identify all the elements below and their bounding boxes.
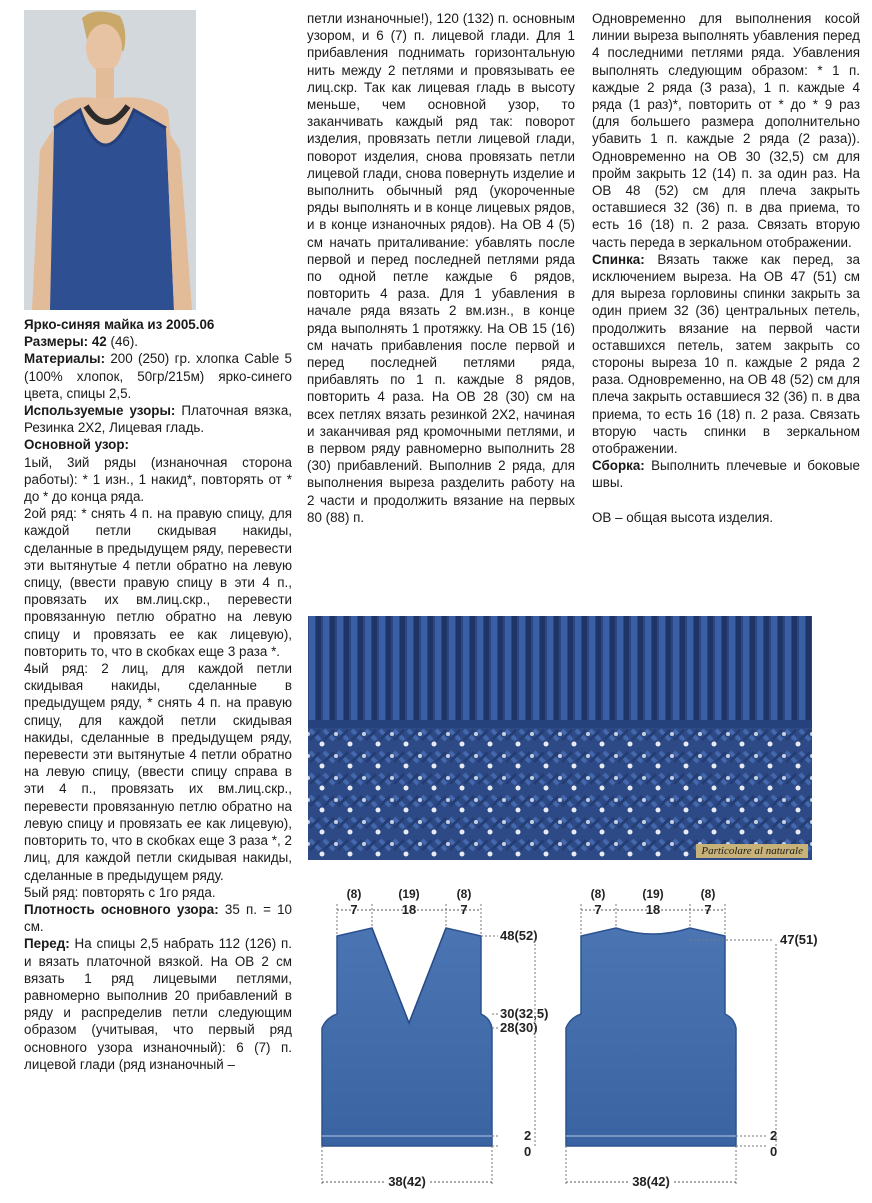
front-height-total: 48(52): [500, 928, 538, 943]
front-label: Перед:: [24, 936, 70, 952]
back-width-dimension: [566, 1146, 736, 1189]
back-shape: [566, 928, 736, 1146]
density-label: Плотность основного узора:: [24, 901, 219, 917]
rows-1-3-text: 1ый, 3ий ряды (изнаночная сторона работы): * 1 изн., 1 накид*, повторять от * до * до конца ряда.: [24, 454, 292, 505]
patterns-label: Используемые узоры:: [24, 403, 176, 419]
front-rib-a: 2: [524, 1128, 532, 1143]
materials-label: Материалы:: [24, 351, 106, 367]
assembly-text: Выполнить плечевые и боковые швы.: [592, 458, 860, 491]
row-5-text: 5ый ряд: повторять с 1го ряда.: [24, 884, 216, 900]
article-title: Ярко-синяя майка из 2005.06: [24, 317, 215, 332]
front-top-dim-mid: 18: [401, 902, 417, 917]
back-top-dim-right-alt: (8): [700, 887, 716, 901]
front-top-dim-right: 7: [460, 902, 468, 917]
model-figure: [24, 10, 196, 310]
column-1: [24, 316, 292, 1073]
front-armhole-a: 30(32,5): [500, 1006, 549, 1021]
front-armhole-b: 28(30): [500, 1020, 538, 1035]
swatch-caption: Particolare al naturale: [696, 844, 808, 858]
back-height-total: 47(51): [780, 932, 818, 947]
back-top-dim-left-alt: (8): [590, 887, 606, 901]
front-text: На спицы 2,5 набрать 112 (126) п. и вязать платочной вязкой. На ОВ 2 см вязать 1 ряд лицевыми петлями, равномерно выполнив 20 прибавлений в ряду и распределив петли следующим образом (учитывая, что первый ряд основного узора изнаночный): 6 (7) п. лицевой глади (ряд изнаночный –: [24, 936, 292, 1072]
back-label: Спинка:: [592, 251, 645, 267]
column-3: [592, 10, 860, 526]
front-top-dim-right-alt: (8): [456, 887, 472, 901]
row-2-text: 2ой ряд: * снять 4 п. на правую спицу, для каждой петли скидывая накиды, сделанные в предыдущем ряду, перевести эти вытянутые 4 петли обратно на левую спицу, (ввести правую спицу в эти 4 п., провязать их вм.лиц.скр., перевести провязанную петлю обратно на левую спицу и провязать ее как лицевую), повторить то, что в скобках еще 3 раза *.: [24, 506, 292, 659]
back-text: Вязать также как перед, за исключением выреза. На ОВ 47 (51) см для выреза горловины спинки закрыть за один прием 32 (36) центральных петель, продолжить вязание на первой части оставшихся петель, затем закрыть со стороны выреза 10 п. каждые 2 ряда 2 раза. Одновременно, на ОВ 48 (52) см для плеча закрыть оставшиеся 32 (36) п. в два приема, то есть 16 (18) п. 2 раза. Связать вторую часть спинки в зеркальном отображении.: [592, 251, 860, 457]
front-shape: [322, 928, 492, 1146]
front-top-dim-left: 7: [350, 902, 358, 917]
back-top-dim-left: 7: [594, 902, 602, 917]
schematic-diagram: [300, 878, 860, 1198]
back-piece: [566, 928, 736, 1146]
column-2-text: петли изнаночные!), 120 (132) п. основным узором, и 6 (7) п. лицевой глади. Для 1 прибавления поднимать горизонтальную нить между 2 петлями и провязывать ее лиц.скр. Так как лицевая гладь в высоту меньше, чем основной узор, то заканчивать каждый ряд так: поворот изделия, провязать петли лицевой глади, поворот изделия, снова провязать петли лицевой глади, снова повернуть изделие и выполнить обычный ряд (укороченные ряды выполнять и в конце лицевых рядов, и в конце изнаночных рядов). На ОВ 4 (5) см начать приталивание: убавлять после первой и перед последней петлями ряда по одной петле каждые 6 рядов, повторить 4 раза. Для 1 убавления в начале ряда вязать 2 вм.изн., в конце ряда выполнять 1 протяжку. На ОВ 15 (16) см начать прибавления после первой и перед последней петлями ряда, прибавлять по 1 п. каждые 8 рядов, повторить 4 раза. На ОВ 28 (30) см на всех петлях вязать резинкой 2Х2, начиная и заканчивая ряд кромочными петлями, и в первом ряду равномерно выполнить 28 (30) прибавлений. Выполнив 2 ряда, для выполнения выреза разделить работу на 2 части и продолжить вязание на первых 80 (88) п.: [307, 11, 575, 525]
row-4-text: 4ый ряд: 2 лиц, для каждой петли скидывая накиды, сделанные в предыдущем ряду, * снять 4 п. на правую спицу, для каждой петли скидывая накиды, сделанные в предыдущем ряду, перевести эти вытянутые 4 петли обратно на левую спицу, (ввести спицу справа в эти 4 п., провязать их вм.лиц.скр., перевести провязанную петлю обратно на левую спицу и провязать ее как лицевую), повторить то, что в скобках еще 3 раза *, 2 лиц, для каждой петли скидывая накиды, сделанные в предыдущем ряду.: [24, 661, 292, 883]
schematic-svg: [300, 878, 860, 1198]
patterns-text: Платочная вязка, Резинка 2Х2, Лицевая гладь.: [24, 403, 292, 436]
front-rib-b: 0: [524, 1144, 532, 1159]
front-width: 38(42): [388, 1174, 426, 1189]
ov-note: ОВ – общая высота изделия.: [592, 509, 774, 525]
materials-text: 200 (250) гр. хлопка Cable 5 (100% хлопок, 50гр/215м) ярко-синего цвета, спицы 2,5.: [24, 351, 292, 401]
back-top-dim-mid: 18: [645, 902, 661, 917]
knit-texture: [308, 616, 812, 860]
assembly-label: Сборка:: [592, 458, 645, 474]
front-top-dim-mid-alt: (19): [398, 887, 420, 901]
column-2: [307, 10, 575, 526]
front-piece: [322, 928, 492, 1146]
main-pattern-label: Основной узор:: [24, 437, 129, 453]
back-rib-a: 2: [770, 1128, 778, 1143]
front-width-dimension: [322, 1146, 492, 1189]
back-width: 38(42): [632, 1174, 670, 1189]
density-text: 35 п. = 10 см.: [24, 901, 292, 935]
front-top-dimensions: [337, 887, 481, 936]
model-photo: [24, 10, 196, 310]
knit-swatch-photo: [308, 616, 812, 860]
column-3-text: Одновременно для выполнения косой линии выреза выполнять убавления перед 4 последними петлями ряда. Убавления выполнять следующим образом: * 1 п. каждые 2 ряда (3 раза), 1 п. каждые 4 ряда (1 раз)*, повторить от * до * 9 раз (для большего размера дополнительно убавить 1 п. каждые 2 ряда (2 раза)). Одновременно на ОВ 30 (32,5) см для пройм закрыть 12 (14) п. за один раз. На ОВ 48 (52) см для плеча закрыть оставшиеся 32 (36) п. в два приема, то есть 16 (18) п. 2 раза. Связать вторую часть переда в зеркальном отображении.: [592, 11, 860, 250]
sizes-alt: (46).: [106, 334, 139, 350]
sizes-label: Размеры:: [24, 334, 89, 350]
back-top-dimensions: [581, 887, 725, 936]
front-top-dim-left-alt: (8): [346, 887, 362, 901]
back-top-dim-right: 7: [704, 902, 712, 917]
back-top-dim-mid-alt: (19): [642, 887, 664, 901]
sizes-value: 42: [91, 334, 107, 350]
back-rib-b: 0: [770, 1144, 778, 1159]
